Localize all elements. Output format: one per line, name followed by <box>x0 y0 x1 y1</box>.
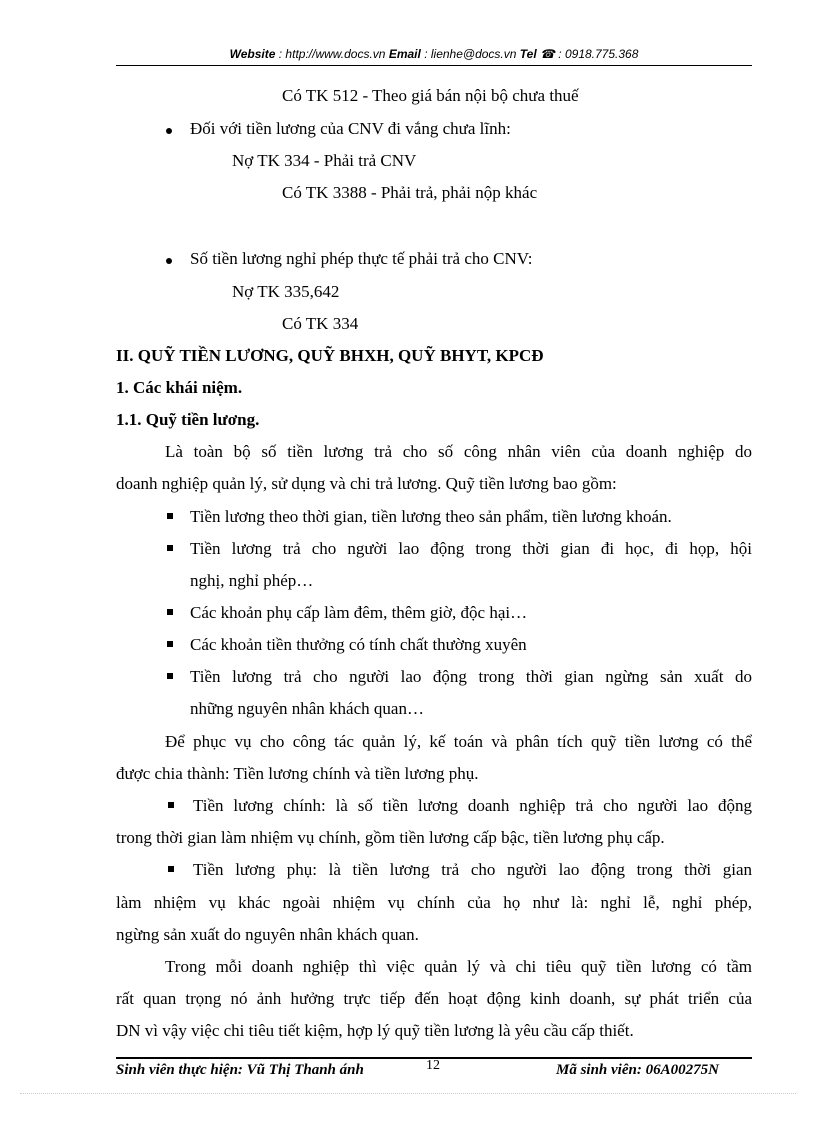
tel-number: ☎ : 0918.775.368 <box>540 47 639 61</box>
bullet-text: Tiền lương trả cho người lao động trong thời gian đi học, đi họp, hội <box>190 539 752 558</box>
footer-student-name: Sinh viên thực hiện: Vũ Thị Thanh ánh <box>116 1062 364 1078</box>
paragraph-line: ngừng sản xuất do nguyên nhân khách quan. <box>116 925 419 944</box>
email-label: Email <box>388 47 421 61</box>
bullet-icon <box>166 128 172 134</box>
paragraph-line: rất quan trọng nó ảnh hưởng trực tiếp đến hoạt động kinh doanh, sự phát triển của <box>116 989 752 1008</box>
entry-line: Có TK 334 <box>282 314 359 333</box>
paragraph-line: Tiền lương phụ: là tiền lương trả cho người lao động trong thời gian <box>193 860 752 879</box>
bullet-text: Các khoản phụ cấp làm đêm, thêm giờ, độc hại… <box>190 603 528 622</box>
bullet-text: Các khoản tiền thưởng có tính chất thường xuyên <box>190 635 527 654</box>
website-label: Website <box>229 47 276 61</box>
bullet-text: những nguyên nhân khách quan… <box>190 699 424 718</box>
page-number: 12 <box>426 1058 440 1073</box>
paragraph-line: Để phục vụ cho công tác quản lý, kế toán và phân tích quỹ tiền lương có thể <box>165 732 752 751</box>
entry-line: Có TK 3388 - Phải trả, phải nộp khác <box>282 183 538 202</box>
bullet-text: Tiền lương trả cho người lao động trong thời gian ngừng sản xuất do <box>190 667 752 686</box>
bullet-icon <box>166 258 172 264</box>
page-break-divider <box>20 1093 796 1094</box>
page-header <box>116 47 752 61</box>
paragraph-line: doanh nghiệp quản lý, sử dụng và chi trả lương. Quỹ tiền lương bao gồm: <box>116 474 617 493</box>
paragraph-line: trong thời gian làm nhiệm vụ chính, gồm tiền lương cấp bậc, tiền lương phụ cấp. <box>116 828 665 847</box>
entry-line: Nợ TK 335,642 <box>232 282 340 301</box>
entry-line: Nợ TK 334 - Phải trả CNV <box>232 151 417 170</box>
tel-label: Tel <box>519 47 537 61</box>
bullet-text: nghị, nghỉ phép… <box>190 571 314 590</box>
paragraph-line: Trong mỗi doanh nghiệp thì việc quản lý và chi tiêu quỹ tiền lương có tầm <box>165 957 752 976</box>
paragraph-line: được chia thành: Tiền lương chính và tiền lương phụ. <box>116 764 479 783</box>
bullet-text: Đối với tiền lương của CNV đi vắng chưa lĩnh: <box>190 119 511 138</box>
website-url[interactable]: : http://www.docs.vn <box>278 47 386 61</box>
paragraph-line: DN vì vậy việc chi tiêu tiết kiệm, hợp lý quỹ tiền lương là yêu cầu cấp thiết. <box>116 1021 634 1040</box>
square-bullet-icon <box>168 866 174 872</box>
square-bullet-icon <box>167 641 173 647</box>
paragraph-line: làm nhiệm vụ khác ngoài nhiệm vụ chính của họ như là: nghỉ lễ, nghỉ phép, <box>116 893 752 912</box>
bullet-text: Tiền lương theo thời gian, tiền lương theo sản phẩm, tiền lương khoán. <box>190 507 672 526</box>
bullet-text: Số tiền lương nghỉ phép thực tế phải trả cho CNV: <box>190 249 533 268</box>
subsection-heading: 1. Các khái niệm. <box>116 378 243 397</box>
square-bullet-icon <box>167 673 173 679</box>
paragraph-line: Là toàn bộ số tiền lương trả cho số công nhân viên của doanh nghiệp do <box>165 442 752 461</box>
square-bullet-icon <box>168 802 174 808</box>
header-rule <box>116 65 752 66</box>
email-address[interactable]: : lienhe@docs.vn <box>424 47 517 61</box>
square-bullet-icon <box>167 545 173 551</box>
footer-student-id: Mã sinh viên: 06A00275N <box>556 1062 719 1078</box>
square-bullet-icon <box>167 513 173 519</box>
paragraph-line: Tiền lương chính: là số tiền lương doanh nghiệp trả cho người lao động <box>193 796 752 815</box>
subsection-heading: 1.1. Quỹ tiền lương. <box>116 410 260 429</box>
section-heading: II. QUỸ TIỀN LƯƠNG, QUỸ BHXH, QUỸ BHYT, KPCĐ <box>116 346 544 365</box>
square-bullet-icon <box>167 609 173 615</box>
entry-line: Có TK 512 - Theo giá bán nội bộ chưa thuế <box>282 86 579 105</box>
